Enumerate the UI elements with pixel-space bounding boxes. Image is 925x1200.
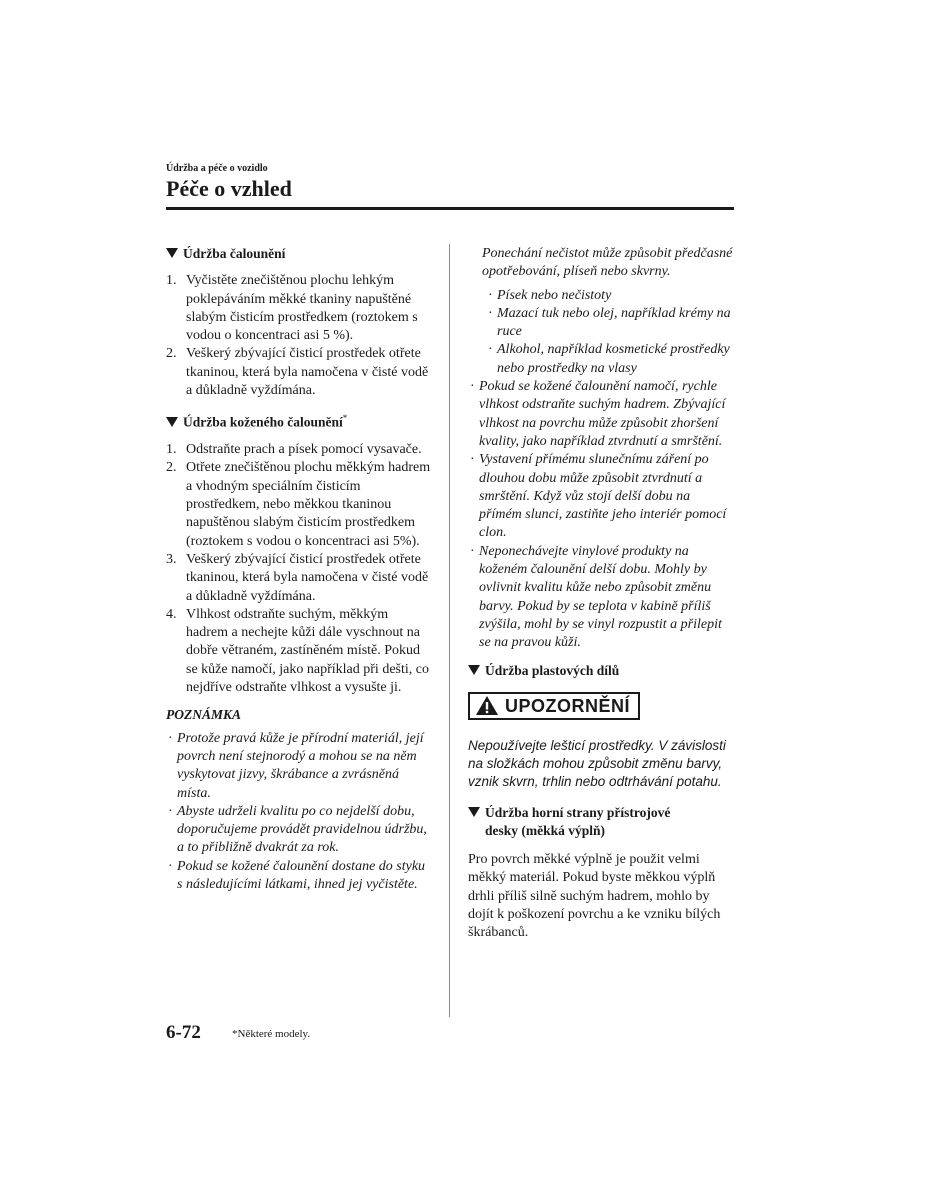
list-item: 1. Vyčistěte znečištěnou plochu lehkým poklepáváním měkké tkaniny napuštěné slabým čisticím prostředkem (roztokem s vodou o koncentraci asi 5 %). [166, 273, 418, 344]
dashboard-paragraph: Pro povrch měkké výplně je použit velmi měkký materiál. Pokud byste měkkou výplň drhli příliš silně suchým hadrem, mohlo by dojít k poškození povrchu a ke vzniku bílých škrábanců. [468, 852, 721, 941]
list-item: · Alkohol, například kosmetické prostředky nebo prostředky na vlasy [486, 341, 736, 378]
note-heading: POZNÁMKA [166, 707, 242, 723]
section-heading-plastic: Údržba plastových dílů [468, 662, 736, 680]
upholstery-steps [166, 272, 432, 400]
list-item: 1. Odstraňte prach a písek pomocí vysavače. [166, 442, 422, 458]
leather-steps [166, 441, 432, 697]
list-item: 2. Otřete znečištěnou plochu měkkým hadrem a vhodným speciálním čisticím prostředkem, nebo měkkou tkaninou napuštěnou slabým čisticím prostředkem (roztokem s vodou o koncentraci asi 5%). [166, 460, 431, 549]
intro-paragraph: Ponechání nečistot může způsobit předčasné opotřebování, plíseň nebo skvrny. [482, 246, 733, 280]
substances-list [468, 287, 736, 378]
breadcrumb: Údržba a péče o vozidlo [166, 163, 268, 174]
warning-box [468, 692, 640, 720]
right-column [468, 245, 736, 943]
section-marker-icon [166, 248, 178, 258]
page-title: Péče o vzhled [166, 176, 292, 201]
left-column [166, 245, 432, 894]
list-item: 3. Veškerý zbývající čisticí prostředek otřete tkaninou, která byla namočena v čisté vodě a důkladně vyždímána. [166, 551, 429, 604]
list-item: · Neponechávejte vinylové produkty na koženém čalounění delší dobu. Mohly by ovlivnit kvalitu kůže nebo způsobit změnu barvy. Pokud by se teplota v kabině příliš zvýšila, mohl by se vinyl rozpustit a přilepit se na pravou kůži. [468, 543, 736, 653]
section-marker-icon [166, 417, 178, 427]
footnote: *Některé modely. [232, 1028, 311, 1040]
list-item: · Pokud se kožené čalounění dostane do styku s následujícími látkami, ihned jej vyčistěte. [166, 858, 432, 895]
list-item: · Pokud se kožené čalounění namočí, rychle vlhkost odstraňte suchým hadrem. Zbývající vlhkost na povrchu může způsobit zhoršení kvality, jako například ztvrdnutí a smrštění. [468, 378, 736, 451]
column-divider [449, 244, 450, 1017]
note-list [166, 730, 432, 895]
warning-text: Nepoužívejte lešticí prostředky. V závislosti na složkách mohou způsobit změnu barvy, vznik skvrn, trhlin nebo odtrhávání potahu. [468, 737, 726, 790]
section-heading-upholstery: Údržba čalounění [166, 245, 432, 263]
warning-label: UPOZORNĚNÍ [505, 695, 631, 716]
warning-triangle-icon [475, 695, 499, 716]
list-item: · Protože pravá kůže je přírodní materiál, její povrch není stejnorodý a mohou se na něm vyskytovat jizvy, škrábance a zvrásněná místa. [166, 730, 432, 803]
list-item: 4. Vlhkost odstraňte suchým, měkkým hadrem a nechejte kůži dále vyschnout na dobře větraném, zastíněném místě. Pokud se kůže namočí, jako například při dešti, co nejdříve odstraňte vlhkost a vysušte ji. [166, 606, 429, 696]
title-rule [166, 207, 734, 210]
section-marker-icon [468, 665, 480, 675]
list-item: · Písek nebo nečistoty [486, 287, 736, 305]
section-heading-leather: Údržba koženého čalounění* [166, 409, 432, 432]
leather-notes-list [468, 378, 736, 652]
list-item: · Vystavení přímému slunečnímu záření po dlouhou dobu může způsobit ztvrdnutí a smrštění. Když vůz stojí delší dobu na přímém slunci, zastiňte jeho interiér pomocí clon. [468, 451, 736, 542]
list-item: · Abyste udrželi kvalitu po co nejdelší dobu, doporučujeme provádět pravidelnou údržbu, a to přibližně dvakrát za rok. [166, 803, 432, 858]
section-marker-icon [468, 807, 480, 817]
list-item: 2. Veškerý zbývající čisticí prostředek otřete tkaninou, která byla namočena v čisté vodě a důkladně vyždímána. [166, 346, 429, 399]
page-number: 6-72 [166, 1022, 201, 1043]
list-item: · Mazací tuk nebo olej, například krémy na ruce [486, 305, 736, 342]
section-heading-dashboard: Údržba horní strany přístrojové desky (měkká výplň) [468, 804, 736, 841]
